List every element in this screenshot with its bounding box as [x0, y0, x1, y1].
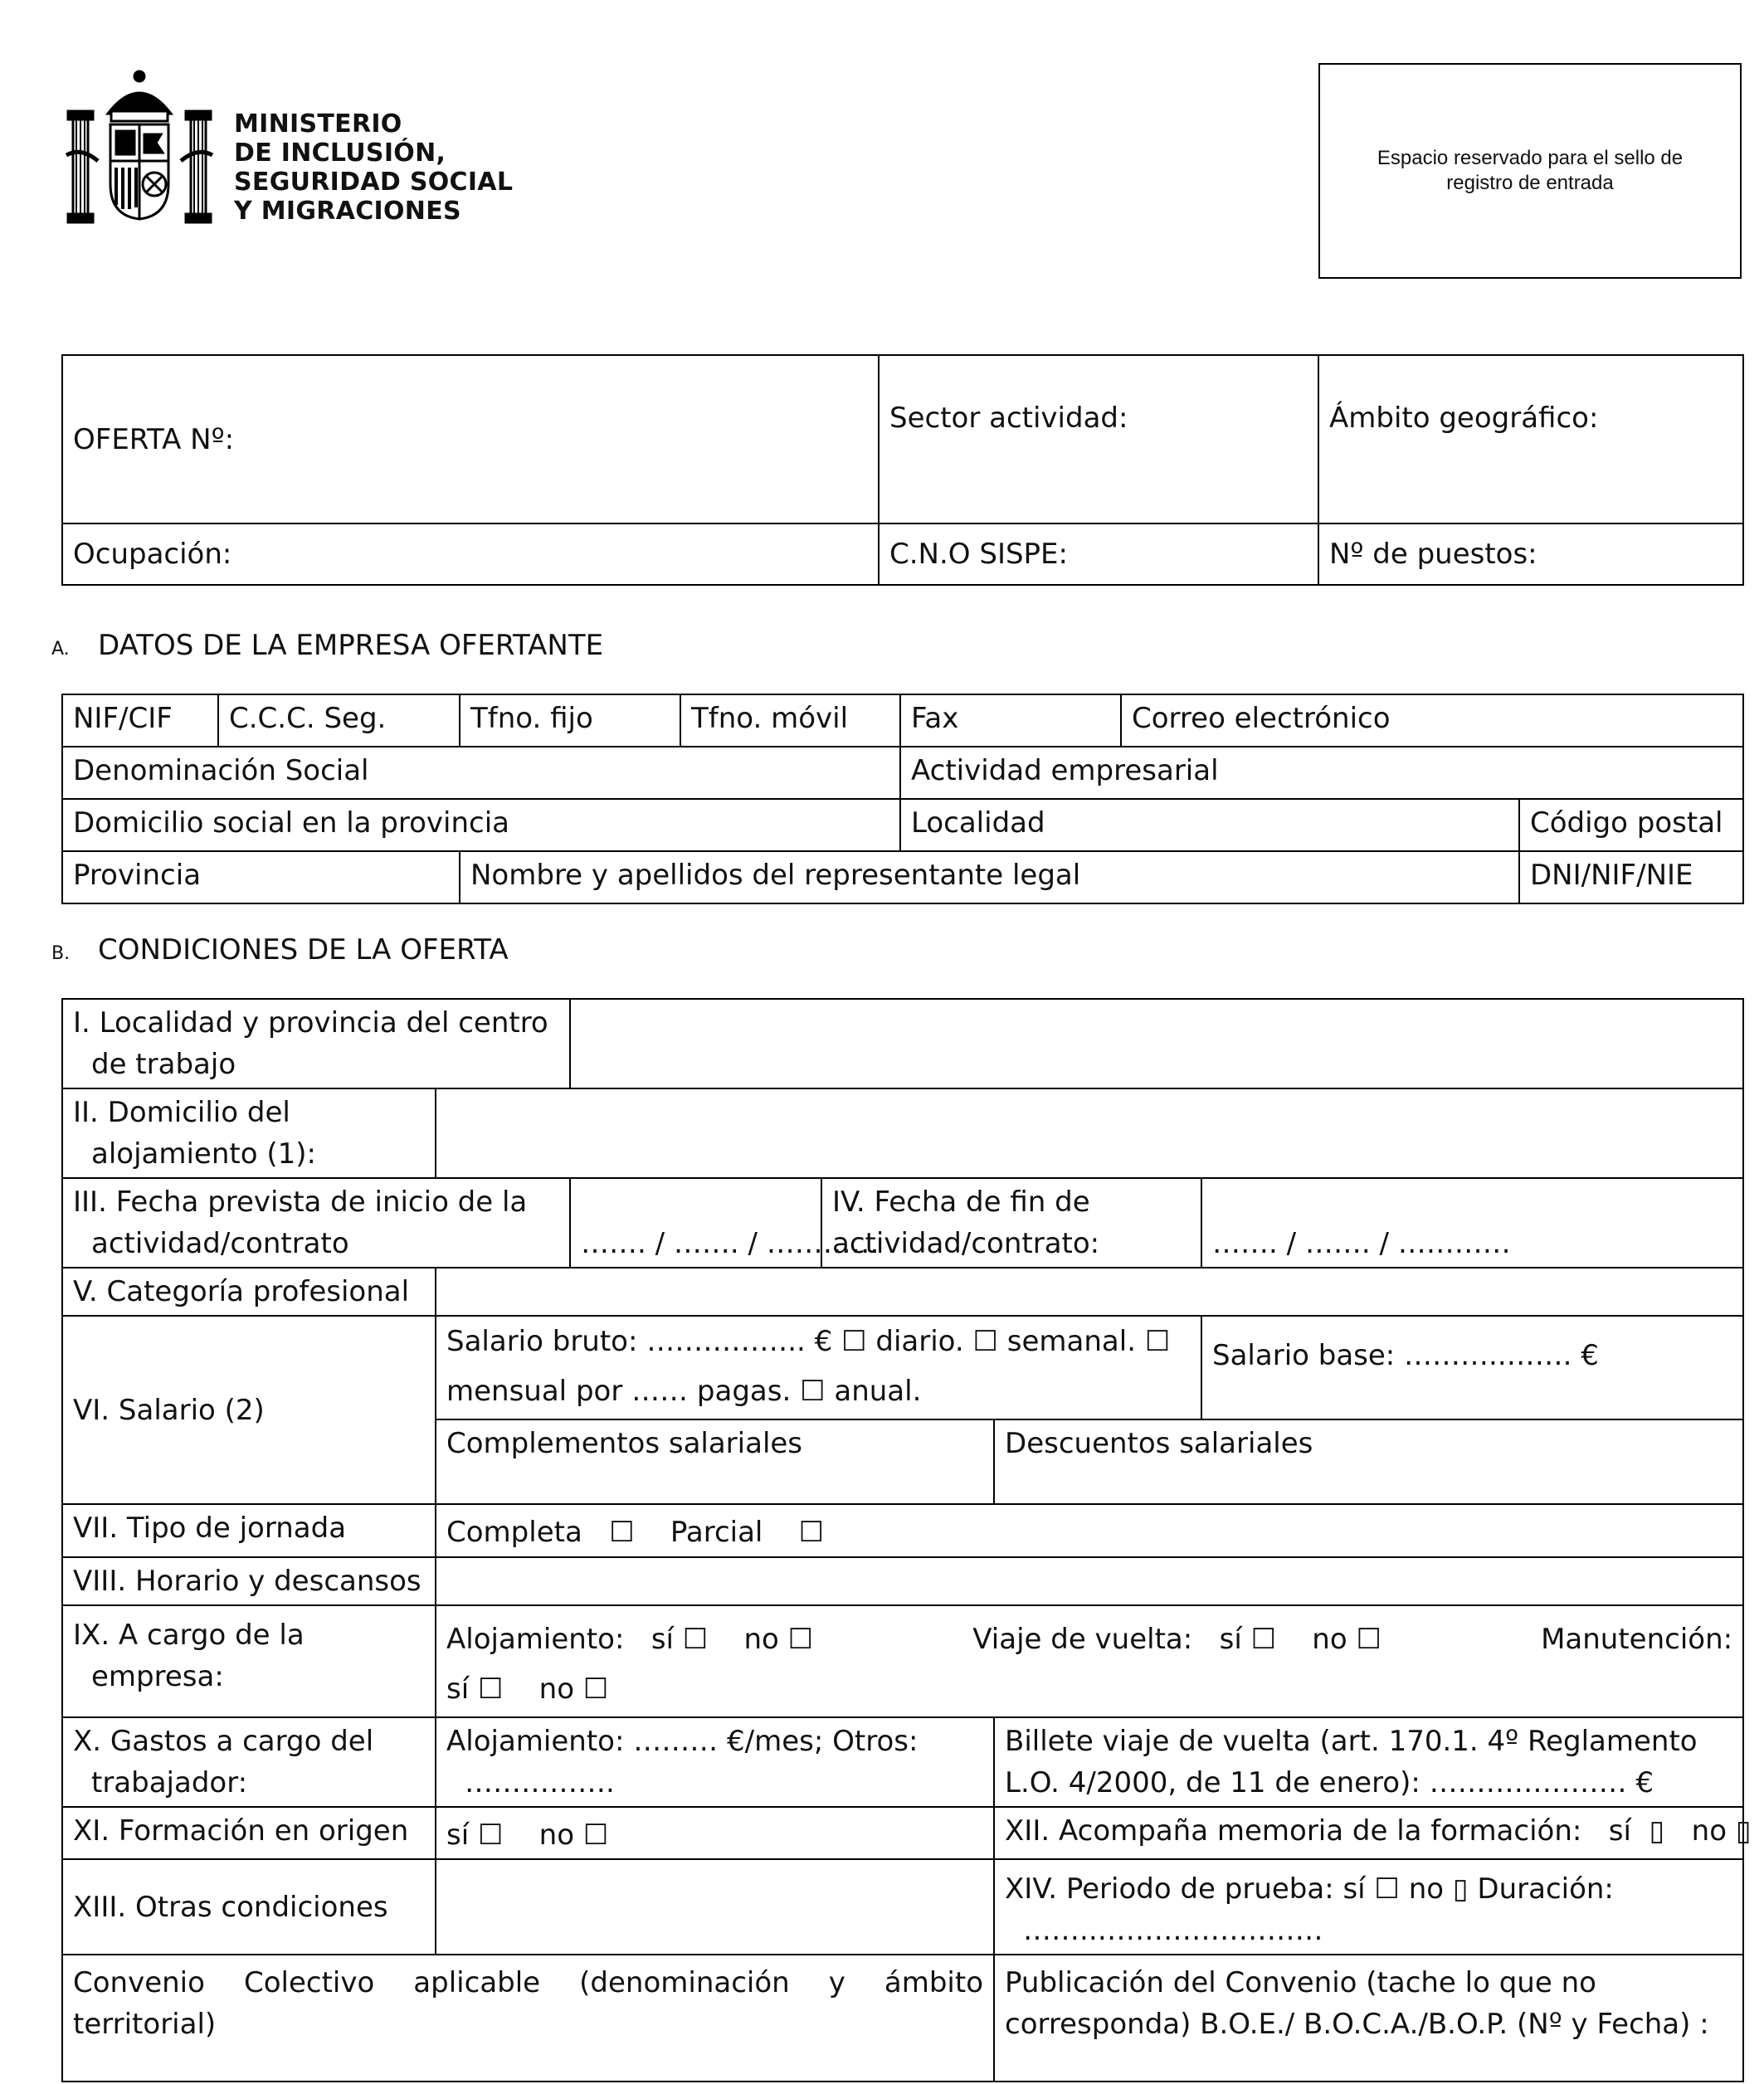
coat-of-arms-logo — [65, 68, 214, 226]
section-a-heading — [51, 629, 603, 662]
section-b-heading — [51, 933, 509, 967]
localidad-field[interactable]: Localidad — [900, 799, 1519, 851]
row-vi-descuentos[interactable]: Descuentos salariales — [994, 1419, 1743, 1504]
row-v-label: V. Categoría profesional — [62, 1268, 436, 1316]
row-x-alojamiento[interactable]: Alojamiento: ……… €/mes; Otros: ……………. — [436, 1717, 994, 1807]
representante-field[interactable]: Nombre y apellidos del representante legal — [460, 851, 1519, 903]
row-xi-label: XI. Formación en origen — [62, 1807, 436, 1859]
ministry-line: MINISTERIO — [234, 110, 402, 139]
ix-viaje-vuelta[interactable]: Viaje de vuelta: sí ☐ no ☐ — [972, 1623, 1381, 1656]
offer-header-table — [61, 354, 1744, 586]
row-xiii-label: XIII. Otras condiciones — [62, 1859, 436, 1955]
publicacion-field[interactable]: Publicación del Convenio (tache lo que no corresponda) B.O.E./ B.O.C.A./B.O.P. (Nº y Fecha) : — [994, 1955, 1743, 2082]
stamp-text-line: registro de entrada — [1446, 172, 1614, 194]
provincia-field[interactable]: Provincia — [62, 851, 460, 903]
tfno-movil-field[interactable]: Tfno. móvil — [680, 694, 900, 747]
row-iii-date[interactable]: ……. / ……. / ………… — [570, 1178, 821, 1268]
company-data-table — [61, 694, 1744, 904]
row-xi-value[interactable]: sí ☐ no ☐ — [436, 1807, 994, 1859]
section-title: DATOS DE LA EMPRESA OFERTANTE — [98, 629, 604, 662]
offer-conditions-table — [61, 998, 1752, 2082]
ix-manutencion: Manutención: — [1541, 1623, 1733, 1656]
postal-code-field[interactable]: Código postal — [1519, 799, 1743, 851]
ix-alojamiento[interactable]: Alojamiento: sí ☐ no ☐ — [446, 1623, 814, 1656]
row-i-value[interactable] — [570, 999, 1743, 1088]
row-vi-complementos[interactable]: Complementos salariales — [436, 1419, 994, 1504]
row-ix-value[interactable] — [436, 1605, 1743, 1717]
offer-number-field[interactable]: OFERTA Nº: — [62, 355, 879, 523]
email-field[interactable]: Correo electrónico — [1121, 694, 1743, 747]
nif-field[interactable]: NIF/CIF — [62, 694, 218, 747]
ix-manutencion-options[interactable]: sí ☐ no ☐ — [446, 1673, 609, 1706]
row-iv-date[interactable]: ……. / ……. / ………… — [1201, 1178, 1743, 1268]
ccc-field[interactable]: C.C.C. Seg. — [218, 694, 460, 747]
row-vii-label: VII. Tipo de jornada — [62, 1504, 436, 1557]
ambito-field[interactable]: Ámbito geográfico: — [1318, 355, 1743, 523]
row-xiv[interactable]: XIV. Periodo de prueba: sí ☐ no ▯ Duración: ……..…………………… — [994, 1859, 1743, 1955]
section-letter: A. — [51, 639, 70, 660]
row-iv-label: IV. Fecha de fin de actividad/contrato: — [821, 1178, 1201, 1268]
row-xii[interactable]: XII. Acompaña memoria de la formación: sí ▯ no ▯ — [994, 1807, 1743, 1859]
ministry-line: Y MIGRACIONES — [234, 197, 461, 226]
cno-field[interactable]: C.N.O SISPE: — [879, 523, 1318, 585]
row-ii-label: II. Domicilio del alojamiento (1): — [62, 1088, 436, 1178]
row-ix-label: IX. A cargo de la empresa: — [62, 1605, 436, 1717]
fax-field[interactable]: Fax — [900, 694, 1121, 747]
domicilio-field[interactable]: Domicilio social en la provincia — [62, 799, 900, 851]
ministry-name — [234, 110, 513, 226]
row-vi-label: VI. Salario (2) — [62, 1316, 436, 1504]
row-ii-value[interactable] — [436, 1088, 1743, 1178]
convenio-field[interactable]: Convenio Colectivo aplicable (denominación y ámbito territorial) — [62, 1955, 994, 2082]
row-vi-salario-bruto[interactable]: Salario bruto: …………….. € ☐ diario. ☐ semanal. ☐ mensual por …… pagas. ☐ anual. — [436, 1316, 1201, 1419]
tfno-fijo-field[interactable]: Tfno. fijo — [460, 694, 680, 747]
denominacion-field[interactable]: Denominación Social — [62, 747, 900, 799]
sector-field[interactable]: Sector actividad: — [879, 355, 1318, 523]
row-x-label: X. Gastos a cargo del trabajador: — [62, 1717, 436, 1807]
row-v-value[interactable] — [436, 1268, 1743, 1316]
row-viii-value[interactable] — [436, 1557, 1743, 1605]
ministry-line: DE INCLUSIÓN, — [234, 139, 446, 168]
actividad-field[interactable]: Actividad empresarial — [900, 747, 1743, 799]
row-iii-label: III. Fecha prevista de inicio de la actividad/contrato — [62, 1178, 570, 1268]
ocupacion-field[interactable]: Ocupación: — [62, 523, 879, 585]
row-xiii-value[interactable] — [436, 1859, 994, 1955]
registry-stamp-box — [1318, 63, 1742, 279]
row-x-billete[interactable]: Billete viaje de vuelta (art. 170.1. 4º Reglamento L.O. 4/2000, de 11 de enero): ………………… € — [994, 1717, 1743, 1807]
row-i-label: I. Localidad y provincia del centro de trabajo — [62, 999, 570, 1088]
puestos-field[interactable]: Nº de puestos: — [1318, 523, 1743, 585]
row-vii-value[interactable]: Completa ☐ Parcial ☐ — [436, 1504, 1743, 1557]
section-title: CONDICIONES DE LA OFERTA — [98, 933, 509, 967]
ministry-line: SEGURIDAD SOCIAL — [234, 168, 514, 197]
dni-field[interactable]: DNI/NIF/NIE — [1519, 851, 1743, 903]
row-viii-label: VIII. Horario y descansos — [62, 1557, 436, 1605]
stamp-text-line: Espacio reservado para el sello de — [1377, 147, 1684, 169]
section-letter: B. — [51, 943, 71, 964]
row-vi-salario-base[interactable]: Salario base: ………..……. € — [1201, 1316, 1743, 1419]
